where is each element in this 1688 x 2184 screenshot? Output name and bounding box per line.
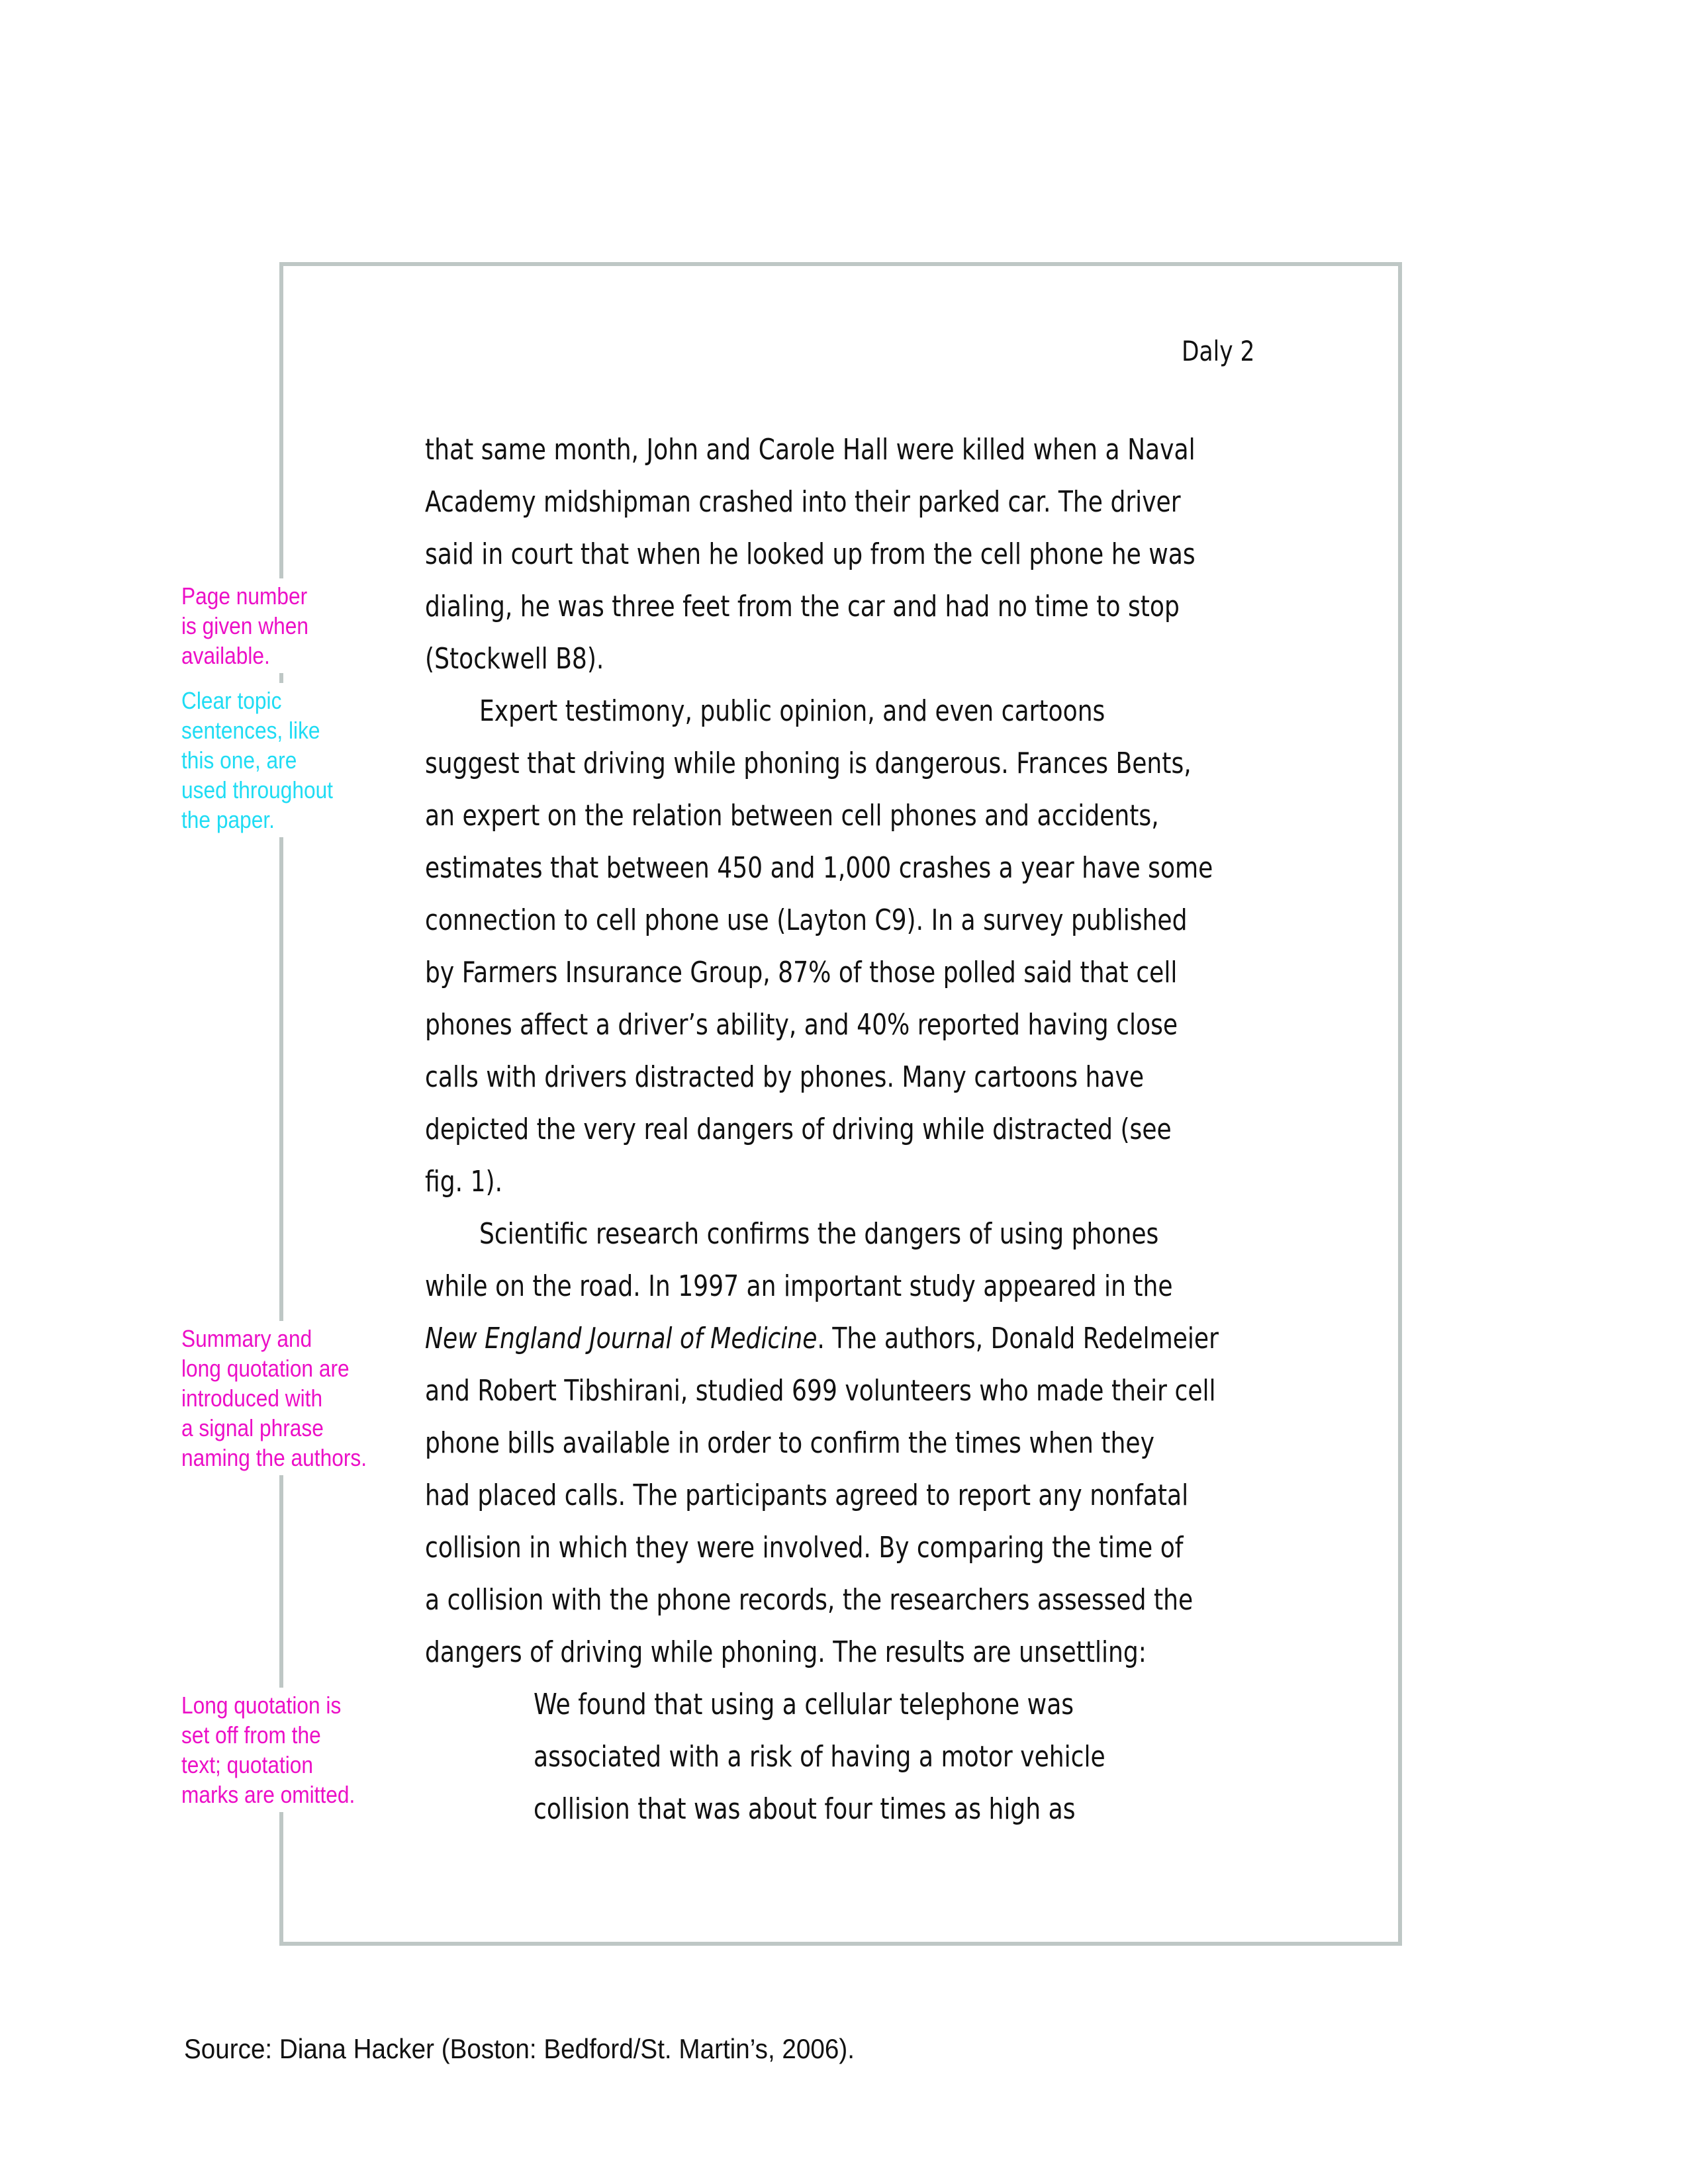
body-line: [425, 1417, 1293, 1469]
body-line: [425, 633, 1293, 685]
annotation-long-quotation: [181, 1688, 355, 1812]
annotation-signal-phrase: [181, 1321, 367, 1475]
line-text: dialing, he was three feet from the car and had no time to stop: [425, 590, 1180, 623]
body-line: [425, 894, 1293, 946]
block-quote-line: [425, 1731, 1293, 1783]
body-line: [425, 580, 1293, 633]
line-text: said in court that when he looked up from the cell phone he was: [425, 537, 1196, 571]
line-text: connection to cell phone use (Layton C9). In a survey published: [425, 903, 1188, 937]
annotation-page-number: [181, 578, 308, 673]
line-text: suggest that driving while phoning is dangerous. Frances Bents,: [425, 747, 1192, 780]
line-text: We found that using a cellular telephone was: [534, 1688, 1074, 1721]
line-text: collision in which they were involved. By comparing the time of: [425, 1531, 1184, 1565]
annotation-line: sentences, like: [181, 717, 320, 744]
annotation-line: is given when: [181, 612, 308, 639]
source-caption: Source: Diana Hacker (Boston: Bedford/St. Martin’s, 2006).: [184, 2033, 855, 2064]
body-line: [425, 1312, 1293, 1365]
annotation-line: Clear topic: [181, 687, 282, 714]
page-header-number: Daly 2: [1182, 335, 1255, 367]
body-line: [425, 476, 1293, 528]
journal-title: New England Journal of Medicine: [425, 1322, 818, 1355]
annotation-line: marks are omitted.: [181, 1781, 355, 1808]
line-text: that same month, John and Carole Hall were killed when a Naval: [425, 433, 1196, 467]
annotation-line: the paper.: [181, 806, 275, 833]
annotation-line: Page number: [181, 582, 308, 610]
annotation-line: naming the authors.: [181, 1444, 367, 1471]
body-line: [425, 946, 1293, 999]
line-text: by Farmers Insurance Group, 87% of those polled said that cell: [425, 956, 1178, 989]
line-text: dangers of driving while phoning. The results are unsettling:: [425, 1635, 1147, 1669]
annotation-line: a signal phrase: [181, 1414, 324, 1441]
line-text: had placed calls. The participants agreed to report any nonfatal: [425, 1479, 1189, 1512]
annotation-line: introduced with: [181, 1385, 323, 1412]
paragraph-first-line: [425, 685, 1293, 737]
block-quote-line: [425, 1783, 1293, 1835]
body-line: [425, 737, 1293, 790]
line-text: depicted the very real dangers of driving while distracted (see: [425, 1113, 1172, 1146]
body-line: [425, 1156, 1293, 1208]
line-text: Academy midshipman crashed into their parked car. The driver: [425, 485, 1181, 519]
paragraph-first-line: [425, 1208, 1293, 1260]
line-text: while on the road. In 1997 an important study appeared in the: [425, 1269, 1173, 1303]
line-text: . The authors, Donald Redelmeier: [817, 1322, 1219, 1355]
body-line: [425, 842, 1293, 894]
body-line: [425, 1522, 1293, 1574]
line-text: a collision with the phone records, the researchers assessed the: [425, 1583, 1194, 1617]
paper-body: [425, 424, 1293, 1835]
block-quote-line: [425, 1678, 1293, 1731]
annotation-line: set off from the: [181, 1721, 321, 1749]
line-text: fig. 1).: [425, 1165, 503, 1199]
body-line: [425, 1626, 1293, 1678]
annotation-line: used throughout: [181, 776, 333, 803]
body-line: [425, 1469, 1293, 1522]
line-text: phones affect a driver’s ability, and 40% reported having close: [425, 1008, 1178, 1042]
line-text: collision that was about four times as high as: [534, 1792, 1076, 1826]
line-text: an expert on the relation between cell phones and accidents,: [425, 799, 1159, 833]
body-line: [425, 1574, 1293, 1626]
body-line: [425, 528, 1293, 580]
line-text: associated with a risk of having a motor vehicle: [534, 1740, 1105, 1774]
annotation-line: this one, are: [181, 747, 297, 774]
annotation-line: Summary and: [181, 1325, 312, 1352]
line-text: and Robert Tibshirani, studied 699 volunteers who made their cell: [425, 1374, 1216, 1408]
body-line: [425, 1365, 1293, 1417]
annotation-line: long quotation are: [181, 1355, 350, 1382]
line-text: (Stockwell B8).: [425, 642, 604, 676]
line-text: phone bills available in order to confirm the times when they: [425, 1426, 1154, 1460]
body-line: [425, 1051, 1293, 1103]
line-text: Scientific research confirms the dangers of using phones: [479, 1217, 1159, 1251]
line-text: calls with drivers distracted by phones. Many cartoons have: [425, 1060, 1145, 1094]
annotation-line: available.: [181, 642, 270, 669]
body-line: [425, 1103, 1293, 1156]
annotation-topic-sentences: [181, 683, 333, 837]
line-text: estimates that between 450 and 1,000 crashes a year have some: [425, 851, 1213, 885]
body-line: [425, 999, 1293, 1051]
body-line: [425, 790, 1293, 842]
annotation-line: Long quotation is: [181, 1692, 342, 1719]
body-line: [425, 1260, 1293, 1312]
annotation-line: text; quotation: [181, 1751, 314, 1778]
line-text: Expert testimony, public opinion, and even cartoons: [479, 694, 1105, 728]
body-line: [425, 424, 1293, 476]
